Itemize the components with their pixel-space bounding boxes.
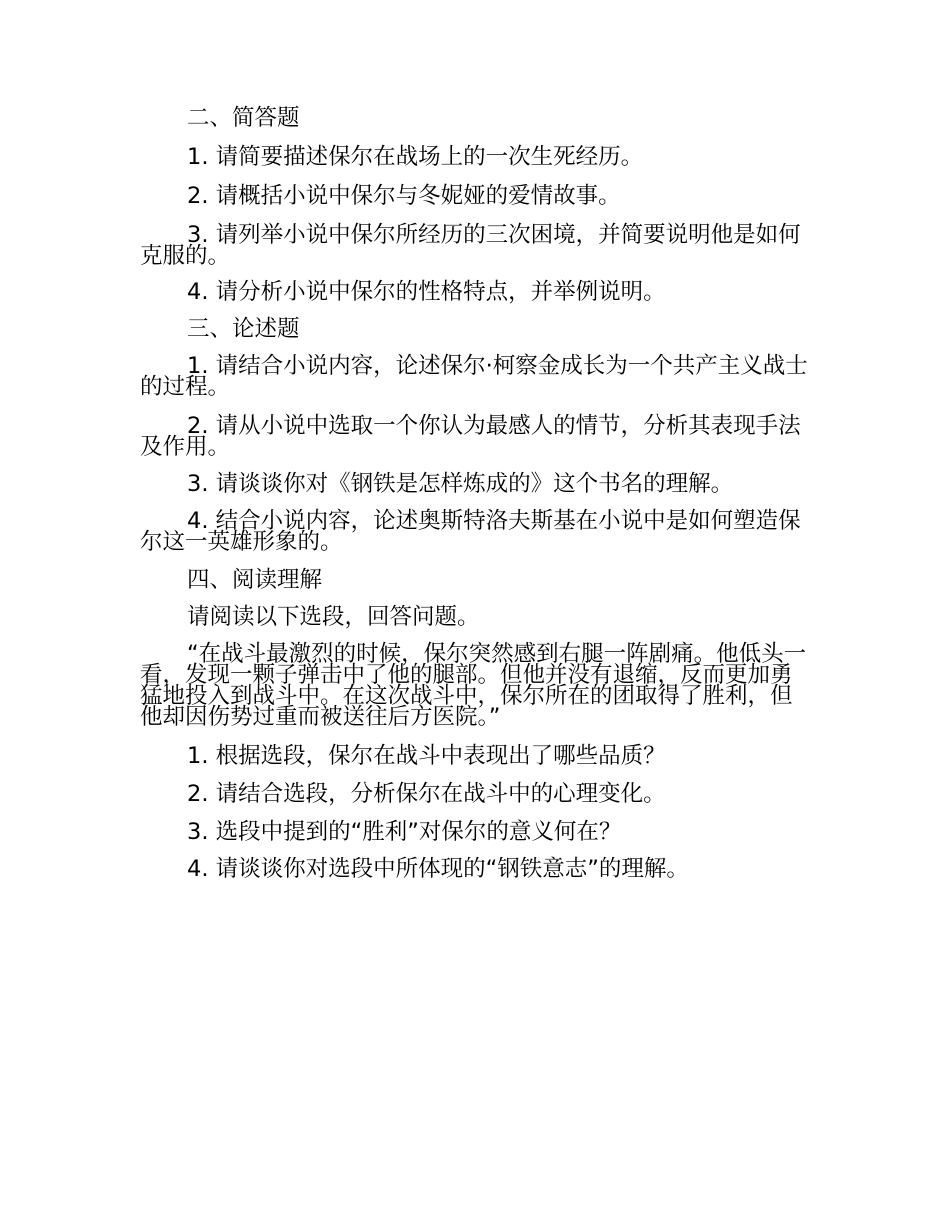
section-heading-essay: 三、论述题	[187, 316, 300, 342]
short-answer-question-3: 3. 请列举小说中保尔所经历的三次困境，并简要说明他是如何克服的。	[140, 222, 801, 269]
reading-question-3: 3. 选段中提到的“胜利”对保尔的意义何在？	[187, 819, 622, 845]
short-answer-question-4: 4. 请分析小说中保尔的性格特点，并举例说明。	[187, 279, 666, 305]
reading-instruction: 请阅读以下选段，回答问题。	[187, 604, 480, 630]
essay-question-2: 2. 请从小说中选取一个你认为最感人的情节，分析其表现手法及作用。	[140, 413, 801, 460]
short-answer-question-2: 2. 请概括小说中保尔与冬妮娅的爱情故事。	[187, 183, 621, 209]
essay-question-4: 4. 结合小说内容，论述奥斯特洛夫斯基在小说中是如何塑造保尔这一英雄形象的。	[140, 508, 801, 555]
reading-excerpt: “在战斗最激烈的时候，保尔突然感到右腿一阵剧痛。他低头一看，发现一颗子弹击中了他的腿部。但他并没有退缩，反而更加勇猛地投入到战斗中。在这次战斗中，保尔所在的团取得了胜利，但他却因伤势过重而被送往后方医院。”	[140, 641, 807, 730]
section-heading-short-answer: 二、简答题	[187, 105, 300, 131]
reading-question-2: 2. 请结合选段，分析保尔在战斗中的心理变化。	[187, 781, 666, 807]
reading-question-4: 4. 请谈谈你对选段中所体现的“钢铁意志”的理解。	[187, 856, 689, 882]
essay-question-3: 3. 请谈谈你对《钢铁是怎样炼成的》这个书名的理解。	[187, 471, 734, 497]
section-heading-reading: 四、阅读理解	[187, 567, 323, 593]
reading-question-1: 1. 根据选段，保尔在战斗中表现出了哪些品质？	[187, 743, 666, 769]
short-answer-question-1: 1. 请简要描述保尔在战场上的一次生死经历。	[187, 144, 644, 170]
essay-question-1: 1. 请结合小说内容，论述保尔·柯察金成长为一个共产主义战士的过程。	[140, 353, 808, 400]
